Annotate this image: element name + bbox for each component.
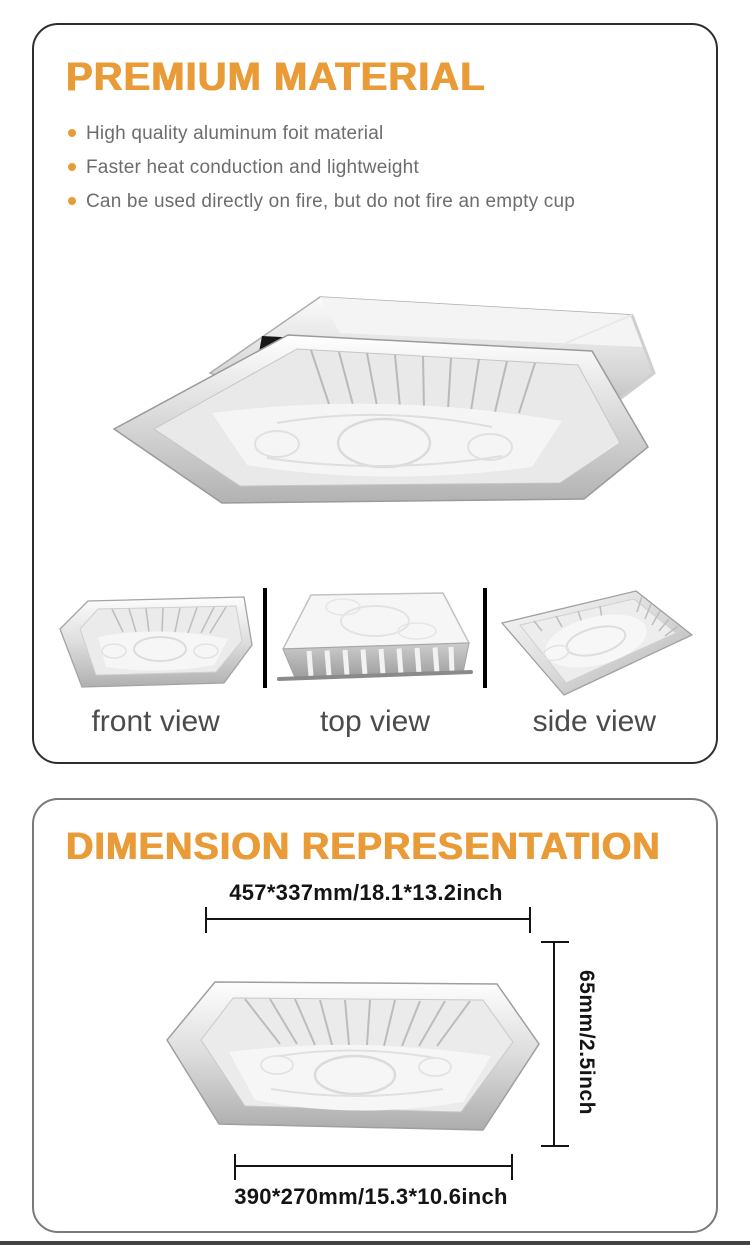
view-top [267, 573, 482, 739]
premium-material-panel [32, 23, 718, 764]
side-view-image [490, 581, 698, 699]
top-measure-line [205, 907, 531, 933]
top-view-label: top view [319, 705, 431, 738]
dimension-panel [32, 798, 718, 1233]
front-view-image [52, 581, 260, 699]
view-side [487, 573, 702, 739]
views-row [48, 573, 702, 751]
height-dimension-wrapper [574, 941, 598, 1143]
front-view-label: front view [91, 705, 220, 738]
dimension-title: DIMENSION REPRESENTATION [66, 826, 661, 868]
feature-item [68, 123, 575, 144]
feature-item [68, 191, 575, 212]
top-view-image [271, 581, 479, 699]
bullet-dot-icon [68, 129, 76, 137]
bottom-dimension-label: 390*270mm/15.3*10.6inch [234, 1184, 508, 1209]
feature-list [68, 123, 575, 225]
premium-title: PREMIUM MATERIAL [66, 55, 486, 99]
bullet-dot-icon [68, 197, 76, 205]
feature-text: Faster heat conduction and lightweight [86, 157, 419, 178]
height-measure-line [541, 941, 569, 1147]
height-dimension-label: 65mm/2.5inch [575, 969, 598, 1115]
product-photo-main [92, 251, 666, 523]
next-section-divider [0, 1241, 750, 1245]
side-view-label: side view [532, 705, 657, 738]
dimension-tray-image [157, 948, 549, 1148]
bottom-measure-line [234, 1154, 513, 1180]
top-dimension-label: 457*337mm/18.1*13.2inch [229, 880, 503, 905]
feature-text: High quality aluminum foit material [86, 123, 384, 144]
feature-item [68, 157, 575, 178]
dimension-figure [34, 800, 716, 1231]
feature-text: Can be used directly on fire, but do not fire an empty cup [86, 191, 575, 212]
hero-trays-illustration [92, 251, 666, 523]
bullet-dot-icon [68, 163, 76, 171]
view-front [48, 573, 263, 739]
